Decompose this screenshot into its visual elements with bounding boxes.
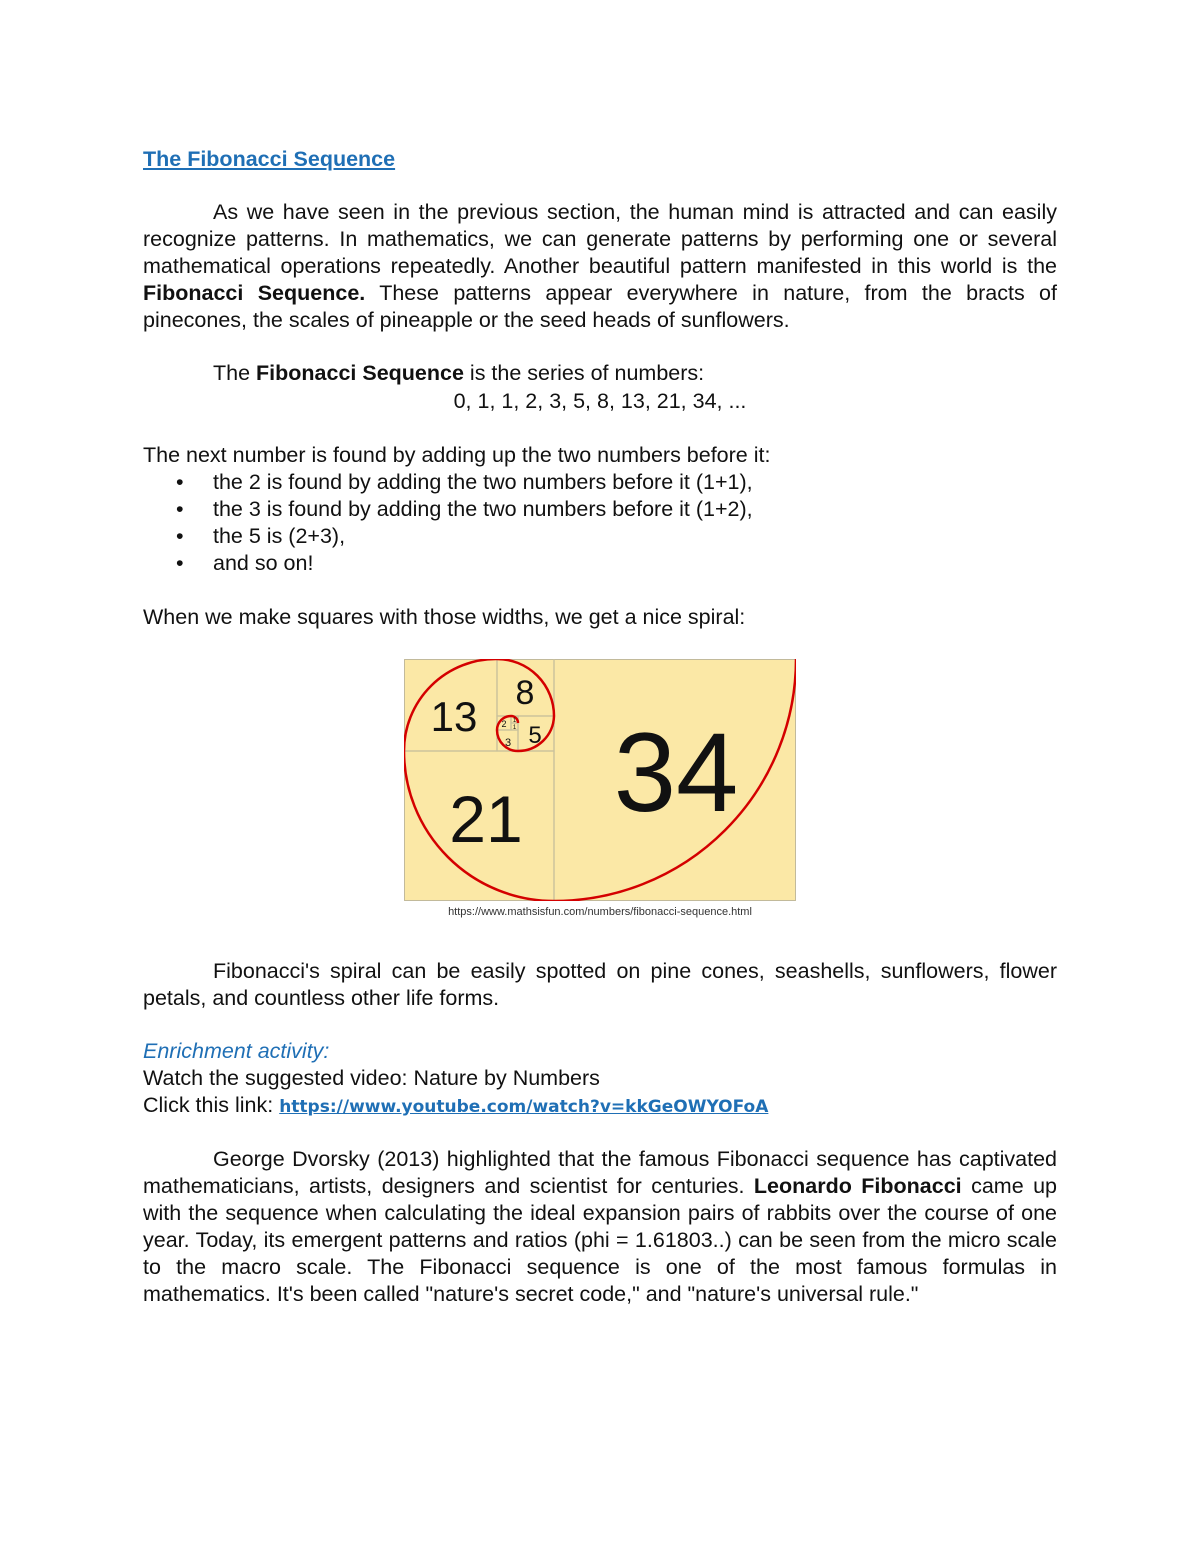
- label-34: 34: [613, 710, 739, 835]
- bullet-icon: •: [176, 497, 184, 521]
- list-item: [143, 496, 753, 523]
- bullet-icon: •: [176, 470, 184, 494]
- list-item-text: the 2 is found by adding the two numbers before it (1+1),: [213, 470, 753, 494]
- definition-line: [213, 360, 704, 387]
- label-13: 13: [430, 693, 478, 740]
- label-8: 8: [515, 674, 535, 712]
- bullet-icon: •: [176, 524, 184, 548]
- enrichment-label: Enrichment activity:: [143, 1039, 330, 1063]
- list-item: [143, 469, 753, 496]
- spiral-lead: When we make squares with those widths, we get a nice spiral:: [143, 605, 746, 629]
- definition-bold-term: Fibonacci Sequence: [256, 361, 464, 385]
- label-1a: 1: [512, 718, 517, 724]
- list-item-text: the 3 is found by adding the two numbers before it (1+2),: [213, 497, 753, 521]
- intro-bold-term: Fibonacci Sequence.: [143, 281, 366, 305]
- list-item-text: the 5 is (2+3),: [213, 524, 346, 548]
- label-21: 21: [449, 782, 523, 856]
- definition-prefix: The: [213, 361, 257, 385]
- bullet-icon: •: [176, 551, 184, 575]
- label-5: 5: [528, 722, 542, 749]
- list-item: [143, 550, 753, 577]
- figure-credit: https://www.mathsisfun.com/numbers/fibonacci-sequence.html: [448, 906, 752, 918]
- enrichment-watch: Watch the suggested video: Nature by Numbers: [143, 1066, 600, 1090]
- page-title: The Fibonacci Sequence: [143, 147, 396, 171]
- label-2: 2: [501, 719, 507, 729]
- click-label: Click this link:: [143, 1093, 280, 1117]
- dvorsky-text-2: came up with the sequence when calculating the ideal expansion pairs of rabbits over the course of one year. Today, its emergent patterns and ratios (phi = 1.61803..) can be seen from the micro scale to the macro scale. The Fibonacci sequence is one of the most famous formulas in mathematics. It's been called "nature's secret code," and "nature's universal rule.": [143, 1174, 1058, 1306]
- video-link[interactable]: https://www.youtube.com/watch?v=kkGeOWYOFoA: [279, 1097, 769, 1117]
- dvorsky-bold-name: Leonardo Fibonacci: [753, 1174, 962, 1198]
- enrichment-click-line: [143, 1092, 1057, 1121]
- rule-lead: The next number is found by adding up the two numbers before it:: [143, 443, 771, 467]
- label-3: 3: [504, 737, 512, 749]
- list-item-text: and so on!: [213, 551, 314, 575]
- intro-text-2: These patterns appear everywhere in nature, from the bracts of pinecones, the scales of pineapple or the seed heads of sunflowers.: [143, 281, 1057, 332]
- intro-paragraph: [143, 199, 1057, 334]
- intro-text-1: As we have seen in the previous section, the human mind is attracted and can easily recognize patterns. In mathematics, we can generate patterns by performing one or several mathematical operations repeatedly. Another beautiful pattern manifested in this world is the: [143, 200, 1057, 278]
- dvorsky-text-1: George Dvorsky (2013) highlighted that the famous Fibonacci sequence has captivated mathematicians, artists, designers and scientist for centuries.: [143, 1147, 1057, 1198]
- list-item: [143, 523, 753, 550]
- dvorsky-paragraph: [143, 1146, 1057, 1308]
- label-1b: 1: [512, 725, 517, 731]
- sequence-numbers: 0, 1, 1, 2, 3, 5, 8, 13, 21, 34, ...: [453, 389, 747, 413]
- definition-suffix: is the series of numbers:: [463, 361, 705, 385]
- rule-list: [143, 469, 753, 577]
- fibonacci-spiral-figure: [404, 659, 796, 901]
- spiral-paragraph: Fibonacci's spiral can be easily spotted on pine cones, seashells, sunflowers, flower petals, and countless other life forms.: [143, 959, 1057, 1010]
